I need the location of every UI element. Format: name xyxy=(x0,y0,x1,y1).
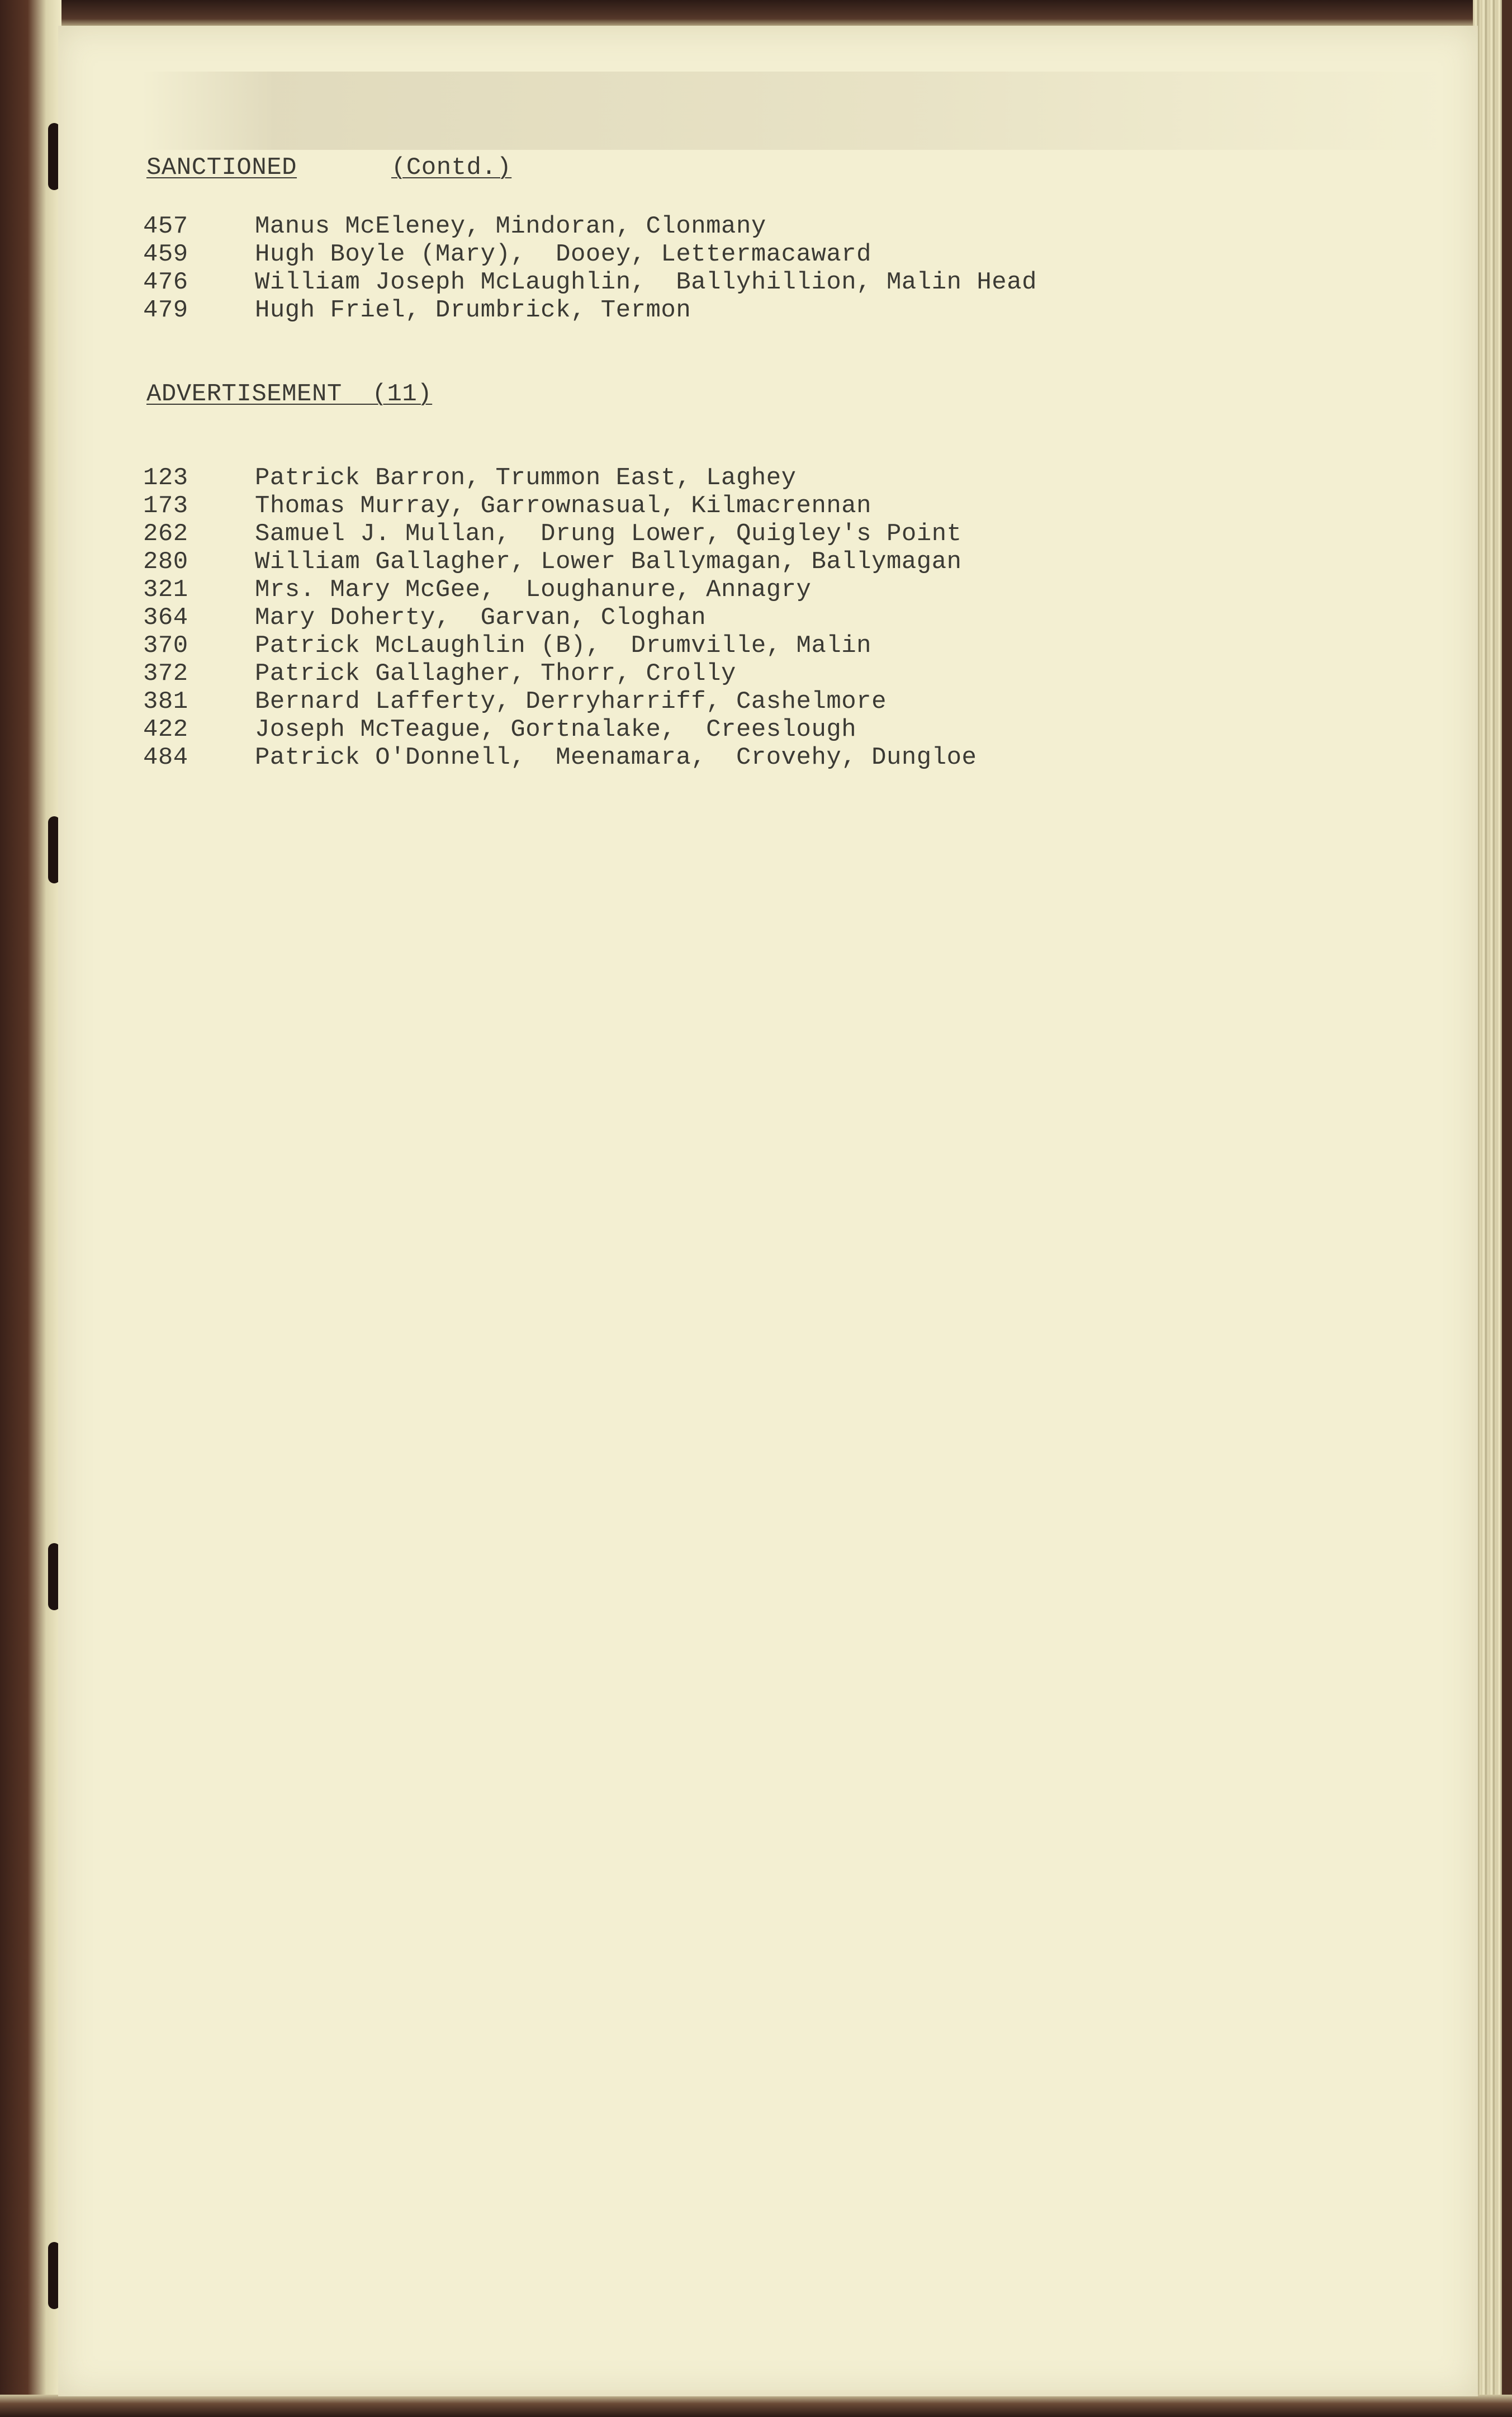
entry-text: Manus McEleney, Mindoran, Clonmany xyxy=(255,212,766,240)
scan-top-edge xyxy=(0,0,1512,27)
entry-number: 364 xyxy=(143,604,188,632)
entry-text: Patrick Gallagher, Thorr, Crolly xyxy=(255,660,736,688)
entry-text: Bernard Lafferty, Derryharriff, Cashelmore xyxy=(255,688,887,716)
entry-number: 476 xyxy=(143,268,188,296)
entry-number: 457 xyxy=(143,212,188,240)
entry-number: 280 xyxy=(143,548,188,576)
entry-text: Thomas Murray, Garrownasual, Kilmacrennan xyxy=(255,492,872,520)
entry-text: Patrick Barron, Trummon East, Laghey xyxy=(255,464,797,492)
entry-number: 422 xyxy=(143,716,188,744)
scan-bottom-edge xyxy=(0,2395,1512,2417)
section-heading-contd: (Contd.) xyxy=(391,154,512,182)
entry-text: Samuel J. Mullan, Drung Lower, Quigley's Point xyxy=(255,520,962,548)
entry-text: William Gallagher, Lower Ballymagan, Ballymagan xyxy=(255,548,962,576)
entry-text: Patrick O'Donnell, Meenamara, Crovehy, Dungloe xyxy=(255,744,977,772)
entry-number: 372 xyxy=(143,660,188,688)
entry-text: Hugh Friel, Drumbrick, Termon xyxy=(255,296,691,324)
entry-text: Mary Doherty, Garvan, Cloghan xyxy=(255,604,707,632)
entry-number: 262 xyxy=(143,520,188,548)
entry-text: William Joseph McLaughlin, Ballyhillion, Malin Head xyxy=(255,268,1037,296)
scan-right-edge xyxy=(1502,0,1512,2417)
entry-number: 459 xyxy=(143,240,188,268)
show-through-smudge xyxy=(142,72,1450,150)
entry-number: 173 xyxy=(143,492,188,520)
section-heading-advertisement: ADVERTISEMENT (11) xyxy=(146,380,433,408)
entry-text: Mrs. Mary McGee, Loughanure, Annagry xyxy=(255,576,812,604)
entry-number: 479 xyxy=(143,296,188,324)
entry-text: Joseph McTeague, Gortnalake, Creeslough xyxy=(255,716,857,744)
entry-number: 321 xyxy=(143,576,188,604)
entry-text: Hugh Boyle (Mary), Dooey, Lettermacaward xyxy=(255,240,872,268)
entry-number: 381 xyxy=(143,688,188,716)
entry-text: Patrick McLaughlin (B), Drumville, Malin xyxy=(255,632,872,660)
section-heading-sanctioned: SANCTIONED xyxy=(146,154,297,182)
entry-number: 370 xyxy=(143,632,188,660)
entry-number: 123 xyxy=(143,464,188,492)
binding-strip xyxy=(0,0,61,2417)
entry-number: 484 xyxy=(143,744,188,772)
